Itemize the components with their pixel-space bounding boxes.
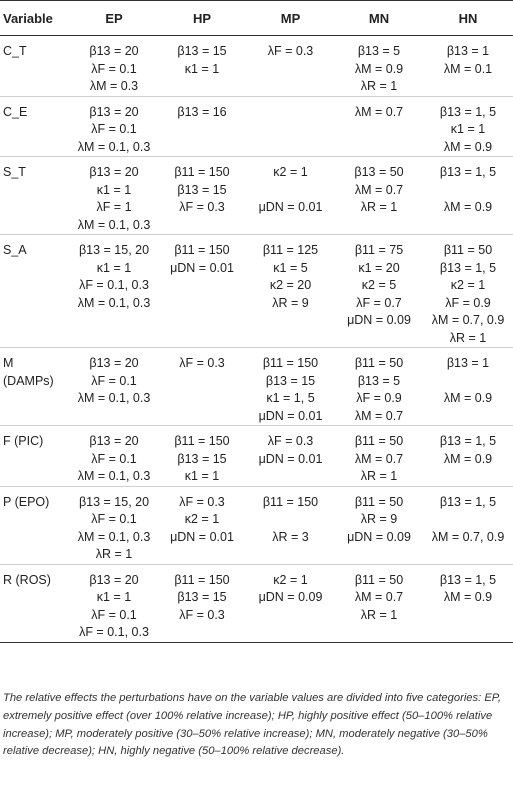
parameter-cell	[158, 486, 246, 564]
parameter-cell	[70, 235, 158, 348]
variable-cell	[0, 348, 70, 426]
header-hp: HP	[158, 1, 246, 36]
parameter-value: β13 = 20	[89, 356, 139, 370]
variable-label: C_E	[3, 104, 28, 119]
parameter-cell	[423, 157, 513, 235]
parameter-value: λM = 0.1, 0.3	[77, 469, 151, 483]
parameter-value: λF = 0.9	[356, 391, 402, 405]
parameter-value: β13 = 1	[446, 356, 490, 370]
parameter-value: λR = 9	[272, 295, 309, 310]
table-row	[0, 96, 513, 157]
table-header-row	[0, 1, 513, 36]
parameter-value: β13 = 15	[177, 44, 227, 58]
parameter-value: β13 = 20	[89, 165, 139, 179]
parameter-cell	[335, 157, 423, 235]
parameter-value: λM = 0.7	[354, 590, 404, 604]
parameter-value: λF = 0.1	[91, 451, 137, 466]
parameter-value: β11 = 75	[354, 243, 404, 257]
parameter-cell	[246, 235, 335, 348]
parameter-value: β13 = 20	[89, 104, 139, 119]
parameter-value: β11 = 50	[354, 356, 404, 370]
parameter-value: β11 = 125	[262, 243, 319, 257]
variable-cell	[0, 564, 70, 642]
parameter-value: β13 = 15	[177, 451, 227, 466]
header-ep: EP	[70, 1, 158, 36]
parameter-value: λM = 0.7	[354, 104, 404, 119]
parameter-value: κ1 = 1	[96, 182, 132, 197]
parameter-value: β11 = 150	[174, 165, 230, 179]
parameter-value: λM = 0.3	[89, 79, 139, 93]
parameter-cell	[335, 486, 423, 564]
header-hn: HN	[423, 1, 513, 36]
parameter-value: λR = 1	[449, 330, 487, 345]
table-row	[0, 564, 513, 642]
parameter-value: μDN = 0.01	[258, 200, 323, 214]
parameter-cell	[70, 426, 158, 487]
parameter-value: λM = 0.1, 0.3	[77, 529, 151, 544]
header-mn: MN	[335, 1, 423, 36]
parameter-value: λM = 0.7, 0.9	[431, 313, 505, 327]
header-mp: MP	[246, 1, 335, 36]
parameter-value: μDN = 0.01	[258, 408, 323, 423]
parameter-value: β13 = 1, 5	[439, 572, 497, 587]
variable-cell	[0, 426, 70, 487]
parameter-cell	[423, 486, 513, 564]
parameter-value: β13 = 20	[89, 572, 139, 587]
parameter-cell	[335, 564, 423, 642]
parameter-value: β11 = 150	[262, 356, 319, 370]
parameter-value: β11 = 50	[354, 572, 404, 587]
parameter-value: λM = 0.9	[443, 590, 493, 604]
parameter-value: β11 = 50	[354, 494, 404, 509]
parameter-value: β13 = 1, 5	[439, 104, 497, 119]
parameter-cell	[70, 348, 158, 426]
parameter-value	[246, 182, 335, 200]
parameter-cell	[335, 36, 423, 97]
parameter-value: λR = 1	[360, 79, 398, 93]
parameter-cell	[158, 157, 246, 235]
parameter-value: λM = 0.9	[443, 200, 493, 214]
parameter-value: β11 = 150	[174, 572, 230, 587]
parameter-value: β13 = 15	[177, 182, 227, 197]
parameter-value: λM = 0.9	[443, 139, 493, 154]
parameter-value: λM = 0.1, 0.3	[77, 391, 151, 405]
table-row	[0, 36, 513, 97]
variable-cell	[0, 157, 70, 235]
parameter-cell	[246, 564, 335, 642]
parameter-value: β11 = 150	[174, 434, 230, 448]
parameter-value: β11 = 150	[262, 494, 319, 509]
parameter-cell	[246, 36, 335, 97]
parameter-value: β13 = 15, 20	[78, 494, 150, 509]
parameter-value: λM = 0.9	[354, 61, 404, 76]
parameter-cell	[246, 426, 335, 487]
parameter-value: β13 = 20	[89, 44, 139, 58]
parameter-cell	[158, 36, 246, 97]
variable-label: S_T	[3, 165, 26, 179]
variable-cell	[0, 486, 70, 564]
parameter-cell	[246, 157, 335, 235]
parameter-cell	[246, 348, 335, 426]
parameter-cell	[246, 96, 335, 157]
variable-label: F (PIC)	[3, 434, 44, 448]
parameter-cell	[70, 486, 158, 564]
parameter-value: λF = 0.3	[179, 494, 225, 509]
parameter-value: λF = 0.1	[91, 512, 137, 526]
parameter-value: λF = 0.3	[179, 356, 225, 370]
parameter-value: κ1 = 1	[96, 590, 132, 604]
parameter-value	[423, 182, 513, 200]
parameter-cell	[158, 348, 246, 426]
parameter-value: β13 = 15, 20	[78, 243, 150, 257]
parameter-cell	[335, 96, 423, 157]
parameter-cell	[335, 426, 423, 487]
variable-label: R (ROS)	[3, 572, 51, 587]
parameter-value: λF = 0.1, 0.3	[79, 625, 149, 639]
variable-cell	[0, 36, 70, 97]
parameter-value: β13 = 1, 5	[439, 434, 497, 448]
parameter-value: λM = 0.9	[443, 451, 493, 466]
parameter-value: κ1 = 1	[96, 260, 132, 275]
parameter-value: λF = 0.1	[91, 122, 137, 136]
parameter-value: λM = 0.7, 0.9	[431, 529, 505, 544]
parameter-value: λF = 1	[96, 200, 132, 214]
parameter-cell	[423, 348, 513, 426]
parameter-value: β13 = 50	[354, 165, 404, 179]
parameter-value: β13 = 15	[265, 373, 316, 388]
parameter-value: κ2 = 1	[184, 512, 220, 526]
parameter-cell	[423, 564, 513, 642]
parameter-value: λF = 0.1	[91, 607, 137, 622]
parameter-value: μDN = 0.01	[170, 529, 234, 544]
variable-label: P (EPO)	[3, 494, 50, 509]
parameter-value: κ2 = 20	[269, 278, 312, 292]
variable-cell	[0, 235, 70, 348]
parameter-value: β13 = 16	[177, 104, 227, 119]
parameter-value: κ1 = 1	[450, 122, 486, 136]
parameter-cell	[246, 486, 335, 564]
parameter-cell	[335, 235, 423, 348]
parameter-value: κ2 = 1	[450, 278, 486, 292]
parameter-value: μDN = 0.01	[170, 260, 234, 275]
parameter-value: λF = 0.1, 0.3	[79, 278, 149, 292]
table-footnote: The relative effects the perturbations have on the variable values are divided into five categories: EP, extremely positive effect (over 100% relative increase); HP, highly positive effect (50–100% relative increase); MP, moderately positive (30–50% relative increase); MN, moderately negative (30–50% relative decrease); HN, highly negative (50–100% relative decrease).	[3, 692, 501, 758]
parameter-value: β13 = 1, 5	[439, 165, 497, 179]
parameter-cell	[70, 157, 158, 235]
parameter-value: λM = 0.7	[354, 408, 404, 423]
parameter-value: κ1 = 1, 5	[266, 391, 315, 405]
table-row	[0, 486, 513, 564]
parameter-value: μDN = 0.09	[347, 313, 411, 327]
parameter-value: μDN = 0.09	[258, 590, 323, 604]
parameter-value: λF = 0.9	[445, 295, 491, 310]
parameter-cell	[158, 96, 246, 157]
parameter-value: μDN = 0.09	[347, 529, 411, 544]
parameter-value: λR = 9	[360, 512, 398, 526]
parameter-cell	[70, 36, 158, 97]
parameter-value: λR = 1	[360, 607, 398, 622]
parameter-value: λF = 0.1	[91, 61, 137, 76]
parameter-value: λM = 0.9	[443, 391, 493, 405]
parameter-value: λR = 1	[95, 547, 133, 561]
table-row	[0, 348, 513, 426]
parameter-value: λM = 0.1, 0.3	[77, 139, 151, 154]
parameter-value: β13 = 1, 5	[439, 494, 497, 509]
table-row	[0, 426, 513, 487]
parameter-value: β11 = 150	[174, 243, 230, 257]
parameter-value: κ1 = 5	[273, 260, 308, 275]
parameter-value: β13 = 15	[177, 590, 227, 604]
variable-label: (DAMPs)	[3, 373, 54, 388]
parameter-cell	[423, 426, 513, 487]
variable-label: C_T	[3, 44, 27, 58]
parameter-value: β13 = 1	[446, 44, 490, 58]
parameter-value: λM = 0.7	[354, 451, 404, 466]
parameter-cell	[70, 564, 158, 642]
variable-label: S_A	[3, 243, 27, 257]
parameter-value	[423, 511, 513, 529]
table-row	[0, 235, 513, 348]
parameter-value: κ2 = 1	[273, 572, 308, 587]
parameter-value: β13 = 20	[89, 434, 139, 448]
parameter-value: β13 = 5	[357, 44, 401, 58]
parameter-value: β11 = 50	[443, 243, 493, 257]
parameter-cell	[158, 426, 246, 487]
parameter-value: β13 = 1, 5	[439, 260, 497, 275]
parameter-value: λM = 0.1, 0.3	[77, 295, 151, 310]
parameter-value: λM = 0.7	[354, 182, 404, 197]
parameter-value: λF = 0.1	[91, 373, 137, 388]
parameter-cell	[423, 96, 513, 157]
parameter-value: μDN = 0.01	[258, 451, 323, 466]
parameter-cell	[423, 36, 513, 97]
parameter-value: λF = 0.3	[267, 44, 314, 58]
parameter-value: κ1 = 1	[184, 61, 220, 76]
table-body	[0, 36, 513, 643]
parameter-value: κ2 = 5	[361, 278, 397, 292]
header-variable: Variable	[0, 1, 70, 36]
parameter-value: λF = 0.7	[356, 295, 402, 310]
parameter-value: κ1 = 1	[184, 469, 220, 483]
parameter-cell	[158, 235, 246, 348]
parameter-cell	[158, 564, 246, 642]
parameter-value: β13 = 5	[357, 373, 401, 388]
parameter-cell	[335, 348, 423, 426]
parameter-cell	[423, 235, 513, 348]
parameter-value: λF = 0.3	[267, 434, 314, 448]
parameter-value: λF = 0.3	[179, 200, 225, 214]
parameter-cell	[70, 96, 158, 157]
variable-cell	[0, 96, 70, 157]
parameter-value	[246, 511, 335, 529]
variable-label: M	[3, 356, 14, 370]
parameter-value: λR = 1	[360, 469, 398, 483]
parameter-value: κ1 = 20	[358, 260, 400, 275]
parameter-value: λR = 3	[272, 529, 309, 544]
parameter-value: λM = 0.1, 0.3	[77, 217, 151, 232]
parameter-value: λM = 0.1	[443, 61, 493, 76]
parameter-value: λR = 1	[360, 200, 398, 214]
parameter-value: κ2 = 1	[273, 165, 308, 179]
parameter-value: β11 = 50	[354, 434, 404, 448]
parameter-value: λF = 0.3	[179, 607, 225, 622]
table-row	[0, 157, 513, 235]
parameter-value	[423, 373, 513, 391]
